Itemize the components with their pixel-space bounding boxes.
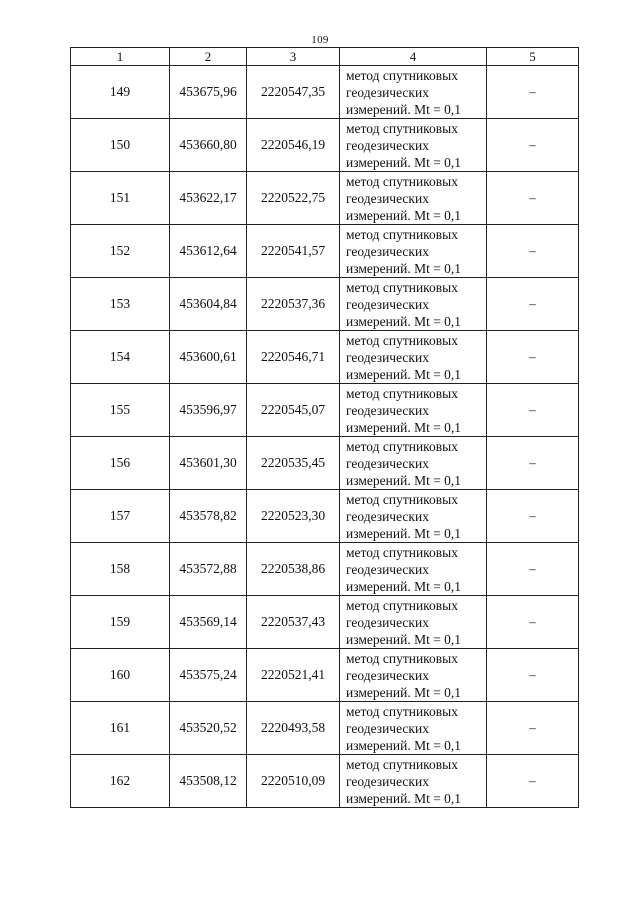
method-cell [340,543,487,596]
method-text-line: измерений. Mt = 0,1 [346,684,462,700]
method-text-line: геодезических [346,137,429,153]
method-text-line: геодезических [346,614,429,630]
method-cell [340,490,487,543]
table-row [71,649,579,702]
extra-cell: – [487,172,579,225]
table-row [71,384,579,437]
method-text-line: метод спутниковых [346,650,458,666]
x-coordinate-cell: 453569,14 [170,596,247,649]
table-row [71,172,579,225]
method-cell [340,437,487,490]
point-number-cell: 162 [71,755,170,808]
method-text-line: геодезических [346,349,429,365]
table-row [71,66,579,119]
method-text-line: метод спутниковых [346,756,458,772]
method-text-line: измерений. Mt = 0,1 [346,260,462,276]
method-text-line: метод спутниковых [346,67,458,83]
y-coordinate-cell: 2220535,45 [247,437,340,490]
y-coordinate-cell: 2220522,75 [247,172,340,225]
method-text-line: метод спутниковых [346,332,458,348]
method-cell [340,755,487,808]
method-text-line: геодезических [346,773,429,789]
method-text-line: метод спутниковых [346,226,458,242]
method-text-line: геодезических [346,561,429,577]
extra-cell: – [487,649,579,702]
method-text-line: метод спутниковых [346,279,458,295]
method-text-line: измерений. Mt = 0,1 [346,419,462,435]
extra-cell: – [487,596,579,649]
y-coordinate-cell: 2220521,41 [247,649,340,702]
x-coordinate-cell: 453675,96 [170,66,247,119]
method-text-line: измерений. Mt = 0,1 [346,472,462,488]
extra-cell: – [487,384,579,437]
method-cell [340,596,487,649]
extra-cell: – [487,755,579,808]
method-text-line: измерений. Mt = 0,1 [346,631,462,647]
method-cell [340,66,487,119]
x-coordinate-cell: 453596,97 [170,384,247,437]
x-coordinate-cell: 453600,61 [170,331,247,384]
x-coordinate-cell: 453660,80 [170,119,247,172]
method-text-line: геодезических [346,455,429,471]
table-body [71,66,579,808]
column-header-4: 4 [340,48,487,66]
method-text-line: геодезических [346,296,429,312]
column-header-3: 3 [247,48,340,66]
extra-cell: – [487,437,579,490]
table-row [71,490,579,543]
point-number-cell: 154 [71,331,170,384]
y-coordinate-cell: 2220510,09 [247,755,340,808]
column-header-5: 5 [487,48,579,66]
table-row [71,543,579,596]
method-cell [340,119,487,172]
method-text-line: геодезических [346,190,429,206]
method-text-line: метод спутниковых [346,703,458,719]
method-text-line: геодезических [346,720,429,736]
method-text-line: метод спутниковых [346,491,458,507]
table-row [71,278,579,331]
column-header-2: 2 [170,48,247,66]
method-text-line: метод спутниковых [346,173,458,189]
extra-cell: – [487,119,579,172]
point-number-cell: 152 [71,225,170,278]
method-text-line: метод спутниковых [346,597,458,613]
extra-cell: – [487,490,579,543]
method-text-line: метод спутниковых [346,438,458,454]
x-coordinate-cell: 453508,12 [170,755,247,808]
table-row [71,755,579,808]
method-text-line: геодезических [346,84,429,100]
table-row [71,119,579,172]
point-number-cell: 160 [71,649,170,702]
table-row [71,596,579,649]
method-cell [340,225,487,278]
coordinates-table [70,47,579,808]
method-text-line: измерений. Mt = 0,1 [346,207,462,223]
method-cell [340,172,487,225]
x-coordinate-cell: 453612,64 [170,225,247,278]
method-cell [340,278,487,331]
table-row [71,437,579,490]
method-cell [340,649,487,702]
page-number: 109 [311,34,329,46]
method-text-line: геодезических [346,508,429,524]
y-coordinate-cell: 2220545,07 [247,384,340,437]
point-number-cell: 153 [71,278,170,331]
y-coordinate-cell: 2220541,57 [247,225,340,278]
header-row [71,48,579,66]
extra-cell: – [487,225,579,278]
y-coordinate-cell: 2220523,30 [247,490,340,543]
method-text-line: измерений. Mt = 0,1 [346,101,462,117]
method-text-line: измерений. Mt = 0,1 [346,313,462,329]
table-row [71,225,579,278]
table-row [71,331,579,384]
x-coordinate-cell: 453622,17 [170,172,247,225]
method-cell [340,384,487,437]
extra-cell: – [487,66,579,119]
column-header-1: 1 [71,48,170,66]
method-text-line: измерений. Mt = 0,1 [346,578,462,594]
extra-cell: – [487,702,579,755]
method-text-line: измерений. Mt = 0,1 [346,790,462,806]
y-coordinate-cell: 2220538,86 [247,543,340,596]
y-coordinate-cell: 2220493,58 [247,702,340,755]
method-text-line: измерений. Mt = 0,1 [346,366,462,382]
table-row [71,702,579,755]
point-number-cell: 158 [71,543,170,596]
x-coordinate-cell: 453604,84 [170,278,247,331]
method-text-line: измерений. Mt = 0,1 [346,154,462,170]
x-coordinate-cell: 453578,82 [170,490,247,543]
method-text-line: метод спутниковых [346,120,458,136]
method-text-line: геодезических [346,402,429,418]
x-coordinate-cell: 453520,52 [170,702,247,755]
method-cell [340,702,487,755]
x-coordinate-cell: 453575,24 [170,649,247,702]
method-text-line: геодезических [346,243,429,259]
point-number-cell: 155 [71,384,170,437]
method-text-line: метод спутниковых [346,544,458,560]
method-text-line: геодезических [346,667,429,683]
method-text-line: измерений. Mt = 0,1 [346,737,462,753]
method-text-line: метод спутниковых [346,385,458,401]
point-number-cell: 150 [71,119,170,172]
point-number-cell: 151 [71,172,170,225]
y-coordinate-cell: 2220546,19 [247,119,340,172]
extra-cell: – [487,278,579,331]
extra-cell: – [487,543,579,596]
x-coordinate-cell: 453572,88 [170,543,247,596]
y-coordinate-cell: 2220546,71 [247,331,340,384]
y-coordinate-cell: 2220537,36 [247,278,340,331]
point-number-cell: 149 [71,66,170,119]
method-cell [340,331,487,384]
y-coordinate-cell: 2220537,43 [247,596,340,649]
x-coordinate-cell: 453601,30 [170,437,247,490]
point-number-cell: 157 [71,490,170,543]
point-number-cell: 161 [71,702,170,755]
method-text-line: измерений. Mt = 0,1 [346,525,462,541]
point-number-cell: 159 [71,596,170,649]
point-number-cell: 156 [71,437,170,490]
extra-cell: – [487,331,579,384]
y-coordinate-cell: 2220547,35 [247,66,340,119]
